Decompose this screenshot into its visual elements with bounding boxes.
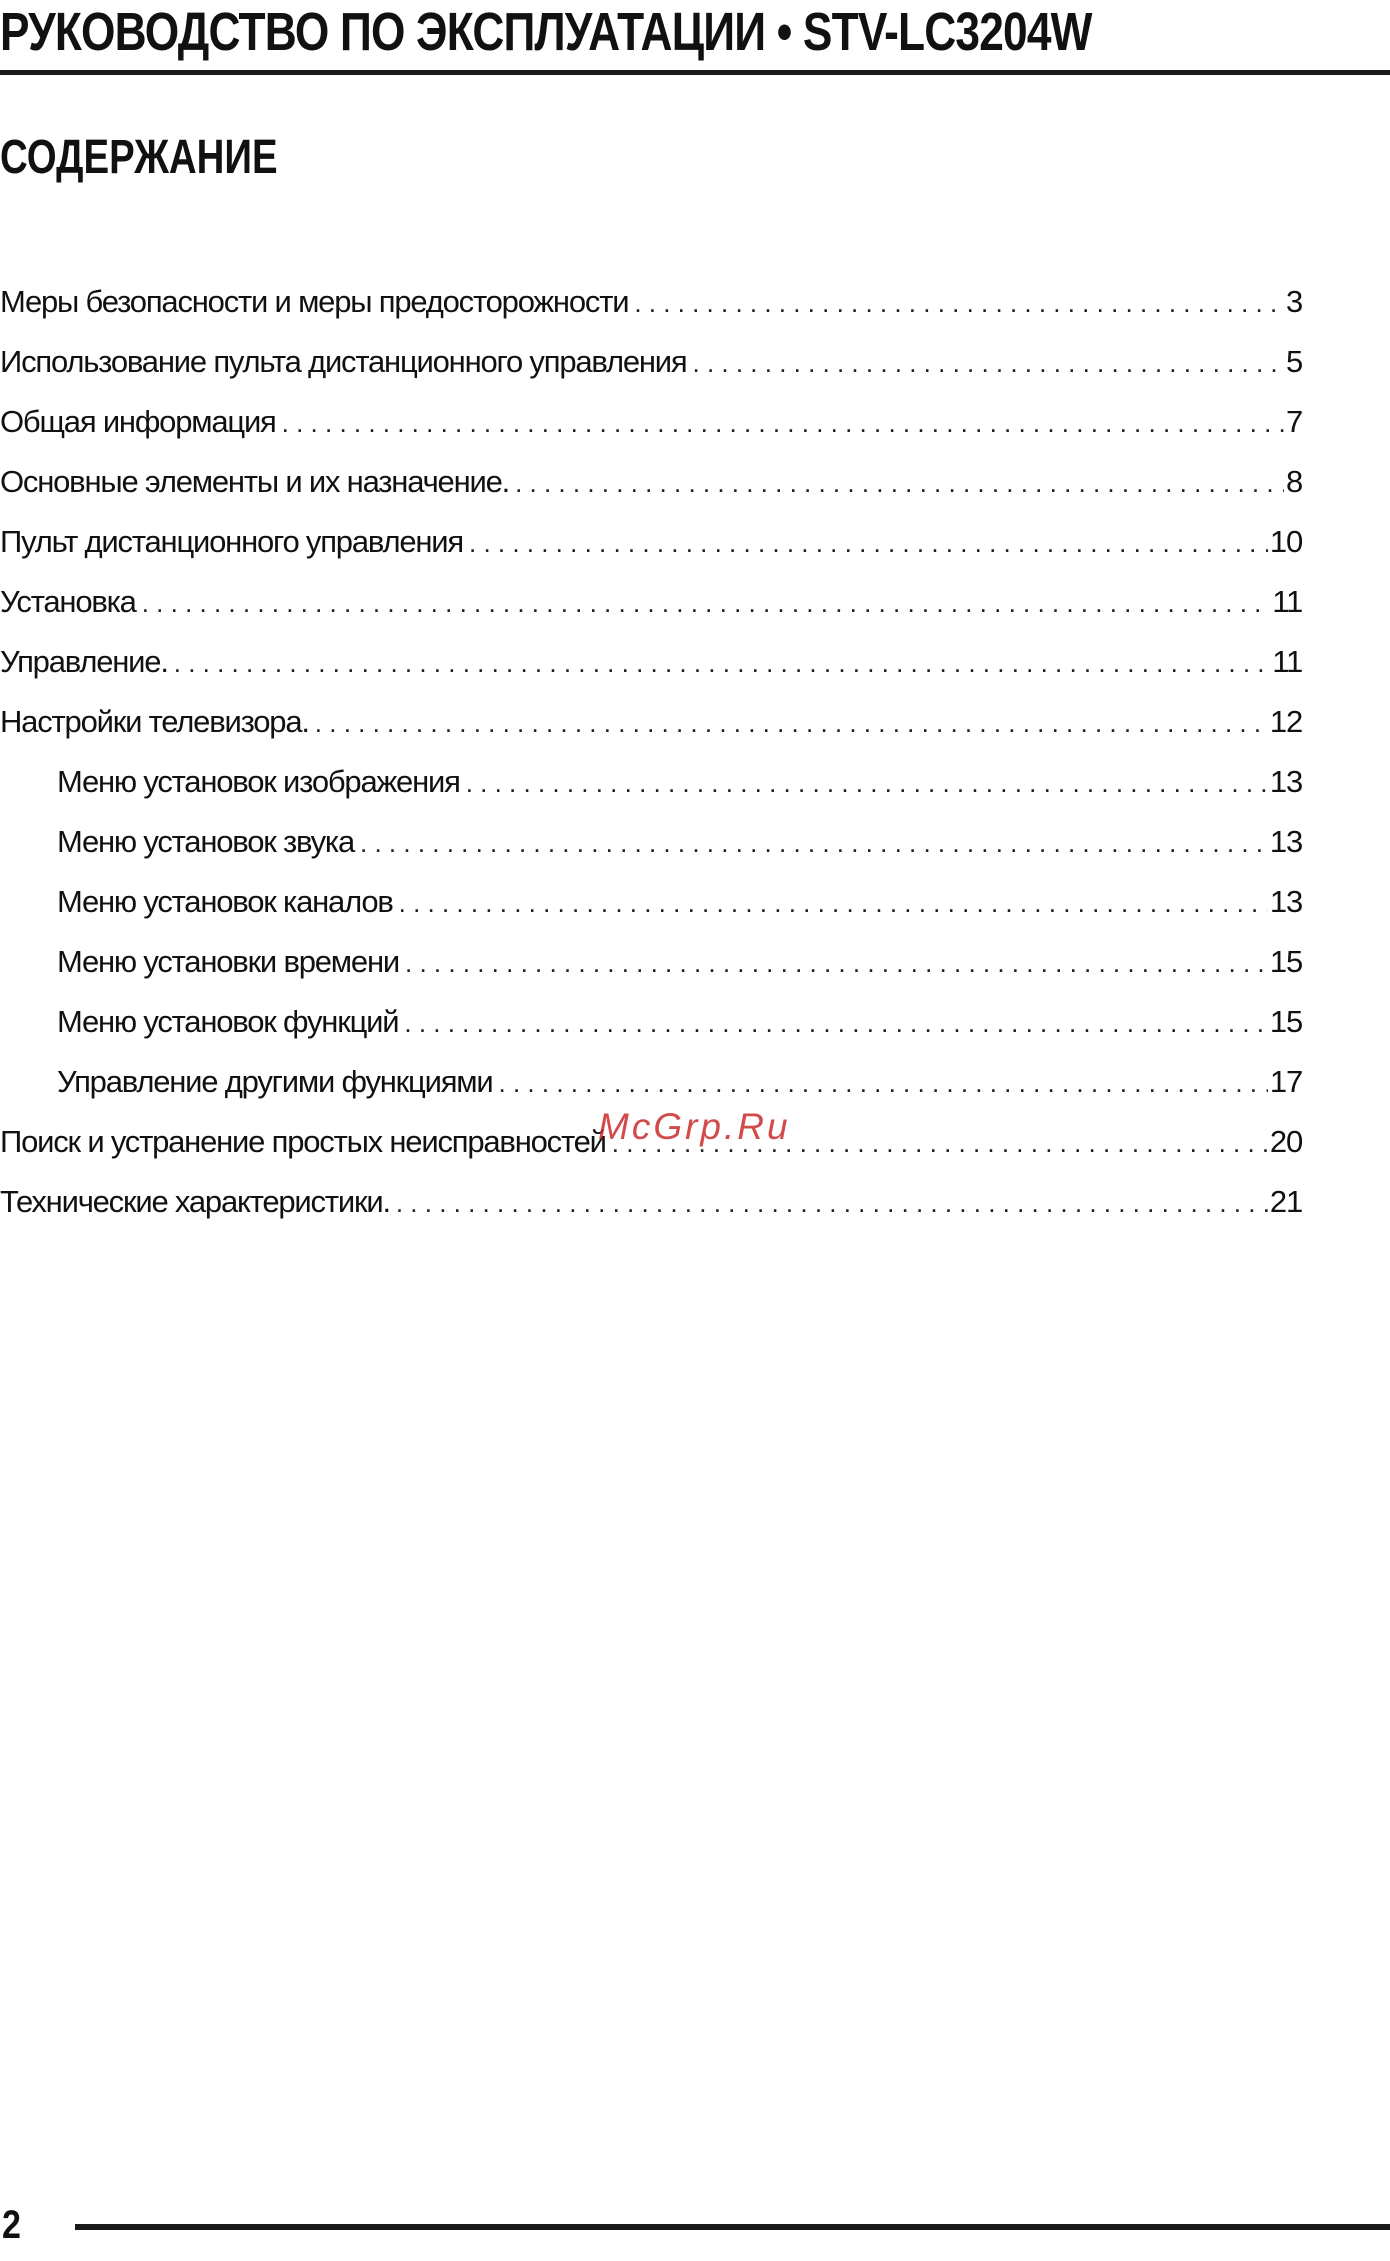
toc-entry-label: Основные элементы и их назначение.: [0, 464, 510, 499]
header-divider: [0, 70, 1390, 75]
footer-divider: [75, 2224, 1390, 2230]
toc-dot-leader: [499, 1053, 1268, 1113]
toc-entry-label: Меры безопасности и меры предосторожности: [0, 284, 629, 319]
toc-page-number: 5: [1285, 344, 1302, 379]
toc-page-number: 10: [1269, 524, 1302, 559]
toc-page-number: 15: [1269, 1004, 1302, 1039]
toc-page-number: 13: [1269, 824, 1302, 859]
toc-dot-leader: [360, 813, 1268, 873]
toc-subentry-channel-menu[interactable]: [0, 872, 1302, 932]
toc-entry-tv-settings[interactable]: [0, 692, 1302, 752]
toc-entry-specifications[interactable]: [0, 1172, 1302, 1232]
toc-entry-label: Меню установок каналов: [57, 884, 393, 919]
toc-page-number: 12: [1269, 704, 1302, 739]
toc-page-number: 20: [1269, 1124, 1302, 1159]
toc-subentry-other-functions[interactable]: [0, 1052, 1302, 1112]
toc-dot-leader: [466, 753, 1268, 813]
toc-entry-safety[interactable]: [0, 272, 1302, 332]
toc-entry-label: Использование пульта дистанционного управления: [0, 344, 687, 379]
toc-entry-label: Установка: [0, 584, 136, 619]
toc-entry-label: Меню установок звука: [57, 824, 355, 859]
toc-entry-label: Технические характеристики.: [0, 1184, 390, 1219]
toc-dot-leader: [282, 393, 1284, 453]
toc-entry-label: Управление.: [0, 644, 168, 679]
toc-entry-label: Меню установок изображения: [57, 764, 460, 799]
toc-entry-label: Поиск и устранение простых неисправностей: [0, 1124, 606, 1159]
toc-page-number: 11: [1272, 644, 1302, 679]
toc-dot-leader: [174, 633, 1270, 693]
toc-subentry-function-menu[interactable]: [0, 992, 1302, 1052]
toc-subentry-time-menu[interactable]: [0, 932, 1302, 992]
table-of-contents: [0, 272, 1302, 1232]
toc-page-number: 13: [1269, 764, 1302, 799]
document-header-title: РУКОВОДСТВО ПО ЭКСПЛУАТАЦИИ • STV-LC3204W: [0, 2, 1092, 62]
toc-page-number: 8: [1285, 464, 1302, 499]
toc-dot-leader: [469, 513, 1268, 573]
contents-heading: СОДЕРЖАНИЕ: [0, 131, 278, 184]
footer-page-number: 2: [2, 2203, 21, 2247]
toc-subentry-sound-menu[interactable]: [0, 812, 1302, 872]
toc-dot-leader: [405, 933, 1268, 993]
toc-entry-main-elements[interactable]: [0, 452, 1302, 512]
toc-dot-leader: [315, 693, 1268, 753]
toc-entry-remote-control[interactable]: [0, 512, 1302, 572]
toc-entry-label: Настройки телевизора.: [0, 704, 309, 739]
toc-entry-label: Меню установки времени: [57, 944, 399, 979]
toc-entry-label: Общая информация: [0, 404, 276, 439]
toc-page-number: 13: [1269, 884, 1302, 919]
toc-dot-leader: [396, 1173, 1268, 1233]
toc-entry-label: Пульт дистанционного управления: [0, 524, 463, 559]
toc-page-number: 21: [1269, 1184, 1302, 1219]
toc-dot-leader: [404, 993, 1268, 1053]
toc-entry-operation[interactable]: [0, 632, 1302, 692]
toc-dot-leader: [634, 273, 1284, 333]
toc-page-number: 17: [1269, 1064, 1302, 1099]
toc-entry-label: Меню установок функций: [57, 1004, 399, 1039]
toc-entry-remote-usage[interactable]: [0, 332, 1302, 392]
toc-dot-leader: [142, 573, 1270, 633]
toc-entry-general-info[interactable]: [0, 392, 1302, 452]
toc-subentry-picture-menu[interactable]: [0, 752, 1302, 812]
toc-dot-leader: [693, 333, 1284, 393]
toc-entry-label: Управление другими функциями: [57, 1064, 493, 1099]
toc-page-number: 11: [1272, 584, 1302, 619]
toc-page-number: 3: [1285, 284, 1302, 319]
toc-entry-installation[interactable]: [0, 572, 1302, 632]
toc-page-number: 7: [1285, 404, 1302, 439]
toc-dot-leader: [515, 453, 1284, 513]
toc-page-number: 15: [1269, 944, 1302, 979]
watermark-text: McGrp.Ru: [598, 1106, 791, 1147]
toc-dot-leader: [399, 873, 1268, 933]
